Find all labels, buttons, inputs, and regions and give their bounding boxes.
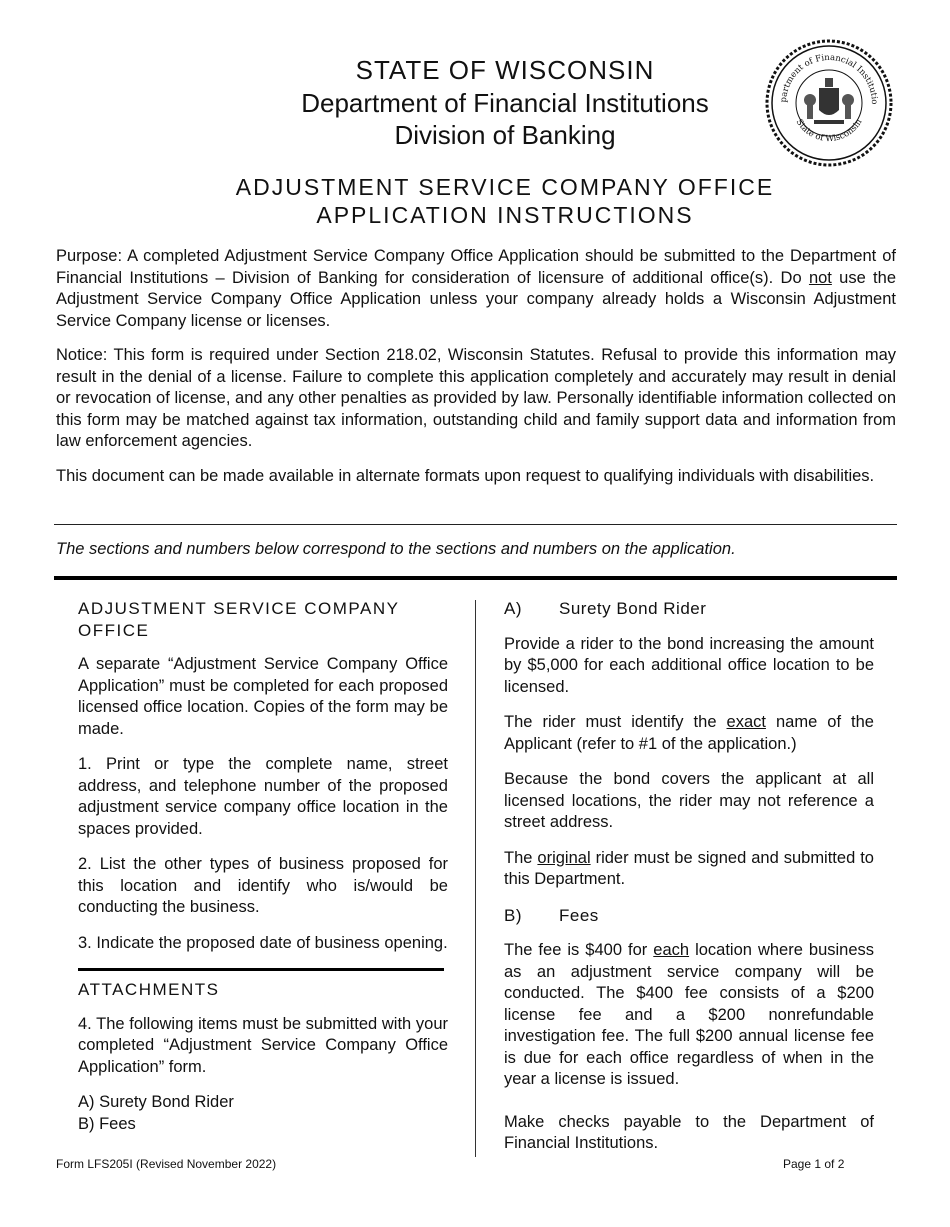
document-title-line2: APPLICATION INSTRUCTIONS — [316, 202, 694, 228]
bond-paragraph-1: Provide a rider to the bond increasing the amount by $5,000 for each additional office location to be licensed. — [504, 634, 874, 696]
right-column — [504, 598, 874, 1169]
divider-thin — [54, 524, 897, 525]
purpose-paragraph: Purpose: A completed Adjustment Service Company Office Application should be submitted to the Department of Financial Institutions – Division of Banking for consideration of licensure of additional office(s). Do not use the Adjustment Service Company Office Application unless your company already holds a Wisconsin Adjustment Service Company license or licenses. — [56, 247, 896, 330]
original-emphasis: original — [537, 848, 591, 867]
exact-emphasis: exact — [726, 713, 766, 731]
state-seal-logo — [764, 38, 894, 168]
attachment-item-b: B) Fees — [78, 1114, 136, 1133]
column-divider — [475, 600, 476, 1157]
page-number: Page 1 of 2 — [783, 1157, 845, 1171]
seal-outer-text: partment of Financial Institutio — [778, 52, 880, 105]
attachment-item-a: A) Surety Bond Rider — [78, 1093, 234, 1111]
bond-paragraph-2: The rider must identify the exact name of the Applicant (refer to #1 of the application.) — [504, 713, 874, 753]
each-emphasis: each — [653, 941, 690, 959]
seal-bottom-text: State of Wisconsin — [793, 117, 865, 145]
document-title-line1: ADJUSTMENT SERVICE COMPANY OFFICE — [235, 174, 775, 200]
not-emphasis: not — [808, 268, 832, 287]
sections-note: The sections and numbers below correspond to the sections and numbers on the application. — [56, 540, 736, 558]
instruction-1: 1. Print or type the complete name, street address, and telephone number of the proposed adjustment service company office location in the spaces provided. — [78, 755, 448, 838]
instruction-3: 3. Indicate the proposed date of business opening. — [78, 933, 448, 952]
state-heading: STATE OF WISCONSIN — [355, 55, 655, 85]
left-paragraph-intro: A separate “Adjustment Service Company Office Application” must be completed for each proposed licensed office location. Copies of the form may be made. — [78, 655, 448, 738]
attachments-divider — [78, 968, 444, 971]
left-section-heading: ADJUSTMENT SERVICE COMPANY OFFICE — [78, 599, 400, 640]
divider-thick — [54, 576, 897, 580]
checks-payable: Make checks payable to the Department of Financial Institutions. — [504, 1112, 874, 1152]
fees-heading: B) Fees — [504, 905, 599, 925]
instruction-2: 2. List the other types of business proposed for this location and identify who is/would be conducting the business. — [78, 855, 448, 916]
left-column — [78, 598, 448, 1135]
surety-bond-heading: A) Surety Bond Rider — [504, 599, 707, 618]
attachments-heading: ATTACHMENTS — [78, 980, 220, 999]
division-heading: Division of Banking — [394, 120, 616, 150]
notice-paragraph: Notice: This form is required under Section 218.02, Wisconsin Statutes. Refusal to provide this information may result in the denial of a license. Failure to complete this application completely and accurately may result in denial or revocation of license, and any other penalties as provided by law. Personally identifiable information collected on this form may be matched against tax information, outstanding child and family support data and information from law enforcement agencies. — [56, 346, 896, 450]
bond-paragraph-4: The original rider must be signed and submitted to this Department. — [504, 848, 874, 888]
accessibility-paragraph: This document can be made available in alternate formats upon request to qualifying individuals with disabilities. — [56, 467, 875, 485]
instruction-4: 4. The following items must be submitted with your completed “Adjustment Service Company Office Application” form. — [78, 1014, 448, 1076]
fees-paragraph: The fee is $400 for each location where business as an adjustment service company will be conducted. The $400 fee consists of a $200 license fee and a $200 nonrefundable investigation fee. The full $200 annual license fee is due for each office regardless of when in the year a license is issued. — [504, 941, 875, 1088]
bond-paragraph-3: Because the bond covers the applicant at all licensed locations, the rider may not reference a street address. — [504, 770, 874, 831]
form-id: Form LFS205I (Revised November 2022) — [56, 1157, 277, 1171]
department-heading: Department of Financial Institutions — [301, 88, 709, 118]
